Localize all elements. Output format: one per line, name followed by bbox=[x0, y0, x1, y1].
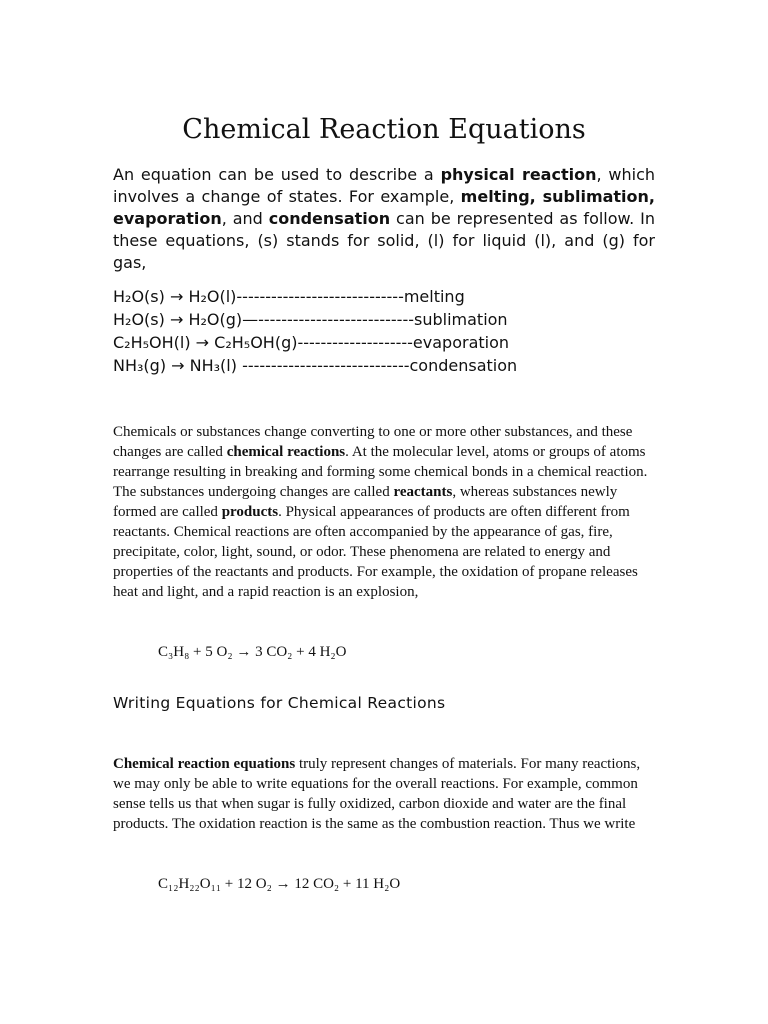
page-title: Chemical Reaction Equations bbox=[182, 114, 586, 145]
equation-melting: H₂O(s) → H₂O(l)-----------------------------melting bbox=[113, 287, 465, 306]
intro-text: can be represented as follow. In these equations, (s) stands for solid, (l) for liquid (l), and (g) for gas, bbox=[113, 209, 656, 272]
equation-condensation: NH₃(g) → NH₃(l) -----------------------------condensation bbox=[113, 356, 518, 375]
equation-evaporation: C₂H₅OH(l) → C₂H₅OH(g)--------------------evaporation bbox=[113, 333, 510, 352]
equations-paragraph bbox=[113, 754, 658, 834]
paragraph-text: . At the molecular level, atoms or groups of atoms rearrange resulting in breaking and forming some chemical bonds in a chemical reaction. The substances undergoing changes are called bbox=[113, 444, 648, 500]
paragraph-text: . Physical appearances of products are often different from reactants. Chemical reactions are often accompanied by the appearance of gas, fire, precipitate, color, light, sound, or odor. These phenomena are related to energy and properties of the reactants and products. For example, the oxidation of propane releases heat and light, and a rapid reaction is an explosion, bbox=[113, 504, 638, 600]
term-chemical-reactions: chemical reactions bbox=[226, 444, 346, 460]
state-change-equations bbox=[113, 285, 673, 377]
term-physical-reaction: physical reaction bbox=[440, 165, 597, 184]
intro-text: , and bbox=[221, 209, 269, 228]
chemical-reactions-paragraph bbox=[113, 422, 658, 602]
intro-text: , which involves a change of states. For example, bbox=[113, 165, 656, 206]
term-reactants: reactants bbox=[393, 484, 453, 500]
paragraph-text: Chemicals or substances change converting to one or more other substances, and these changes are called bbox=[113, 424, 633, 460]
equation-sublimation: H₂O(s) → H₂O(g)—---------------------------sublimation bbox=[113, 310, 508, 329]
intro-paragraph bbox=[113, 164, 655, 274]
propane-equation: C₃H₈ + 5 O₂ → 3 CO₂ + 4 H₂O bbox=[158, 644, 347, 660]
section-heading: Writing Equations for Chemical Reactions bbox=[113, 694, 446, 712]
sugar-equation: C₁₂H₂₂O₁₁ + 12 O₂ → 12 CO₂ + 11 H₂O bbox=[158, 876, 401, 892]
term-chemical-reaction-equations: Chemical reaction equations bbox=[113, 756, 296, 772]
term-state-changes: melting, sublimation, evaporation bbox=[113, 187, 656, 228]
paragraph-text: truly represent changes of materials. For many reactions, we may only be able to write equations for the overall reactions. For example, common sense tells us that when sugar is fully oxidized, carbon dioxide and water are the final products. The oxidation reaction is the same as the combustion reaction. Thus we write bbox=[113, 756, 641, 832]
intro-text: An equation can be used to describe a bbox=[113, 165, 441, 184]
paragraph-text: , whereas substances newly formed are called bbox=[113, 484, 618, 520]
term-condensation: condensation bbox=[268, 209, 391, 228]
term-products: products bbox=[221, 504, 279, 520]
